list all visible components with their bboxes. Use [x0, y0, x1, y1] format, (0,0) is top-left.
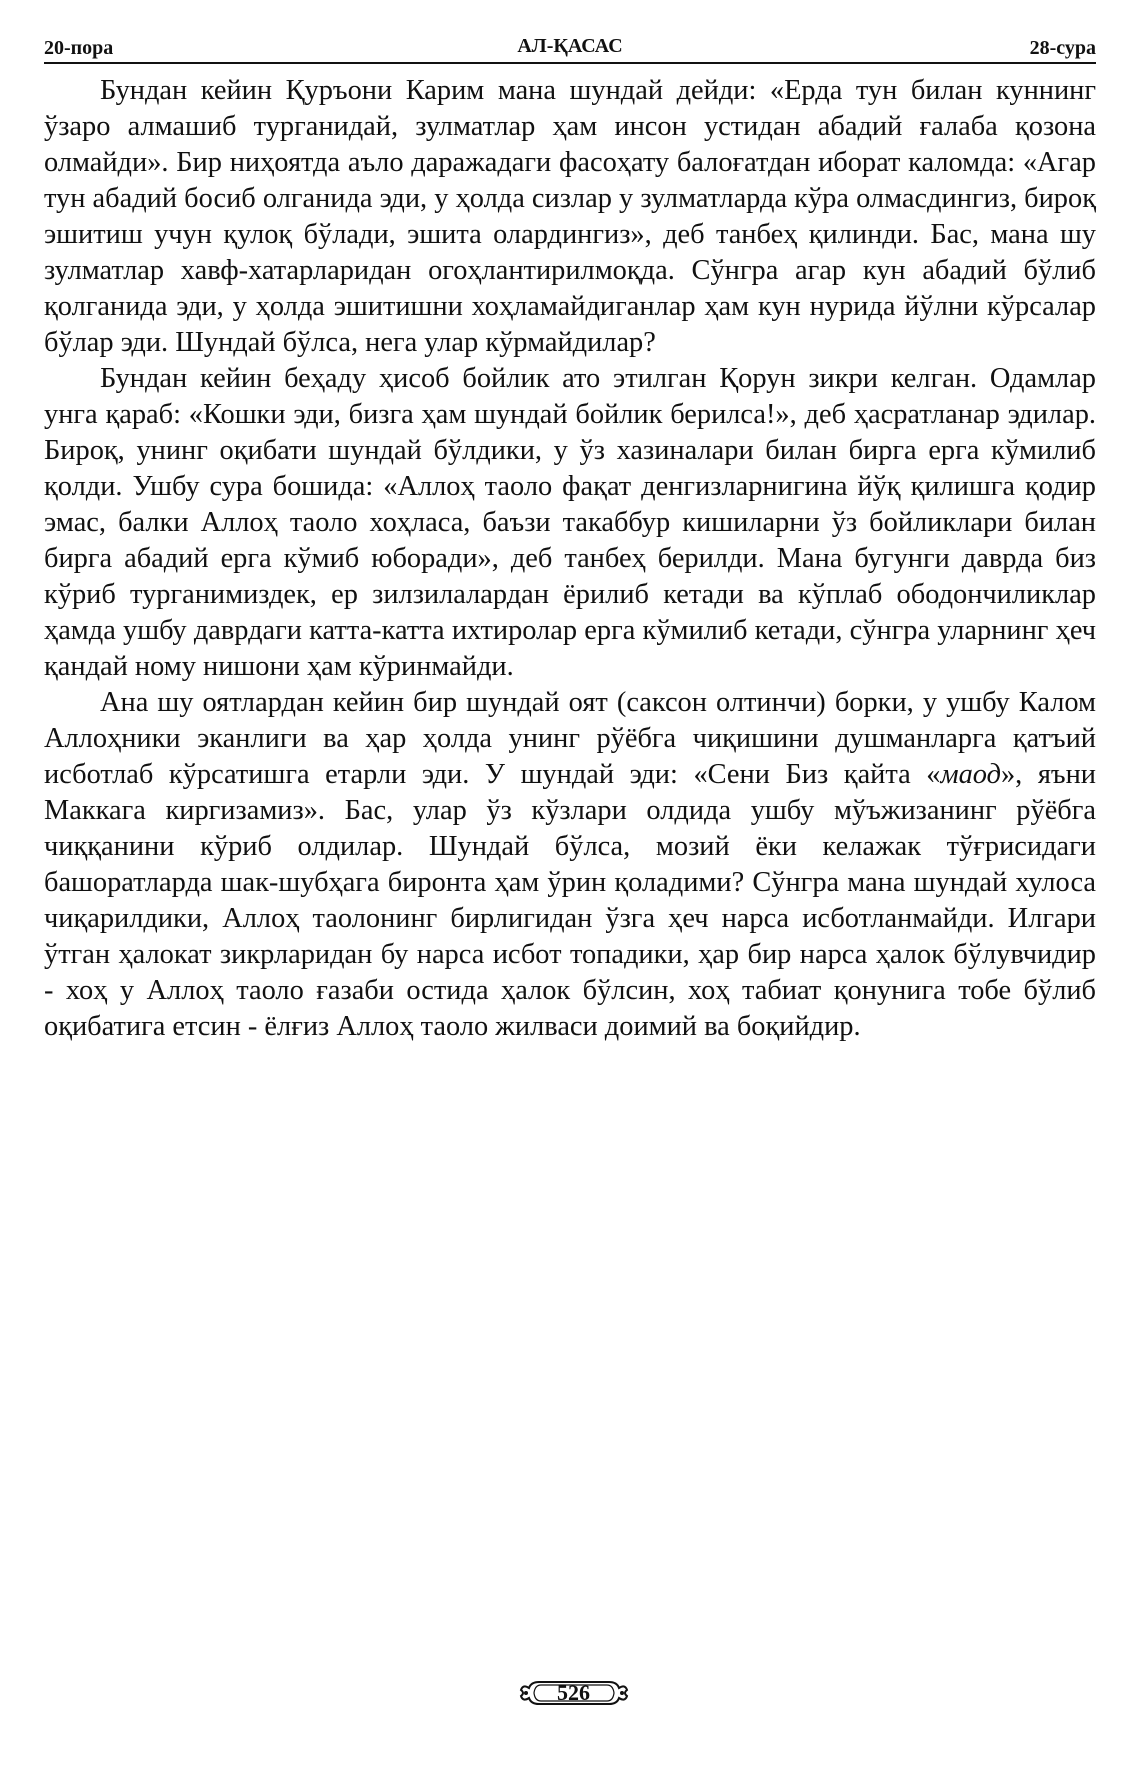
header-juz: 20-пора — [44, 37, 114, 59]
header-surah-number: 28-сура — [1029, 37, 1096, 59]
header-divider — [44, 62, 1096, 64]
paragraph-3 — [44, 685, 1096, 1045]
paragraph-2 — [44, 361, 1096, 685]
paragraph-3-text-start: Ана шу оятлардан кейин бир шундай оят (саксон олтинчи) борки, у ушбу Калом Аллоҳники эканлиги ва ҳар ҳолда унинг рўёбга чиқишини душманларга қатъий исботлаб кўрсатишга етарли эди. У шундай эди: «Сени Биз қайта « — [44, 687, 1096, 790]
paragraph-1-text: Бундан кейин Қуръони Карим мана шундай дейди: «Ерда тун билан куннинг ўзаро алмашиб турганидай, зулматлар ҳам инсон устидан абадий ғалаба қозона олмайди». Бир ниҳоятда аъло даражадаги фасоҳату балоғатдан иборат каломда: «Агар тун абадий босиб олганида эди, у ҳолда сизлар у зулматларда кўра олмасдингиз, бироқ эшитиш учун қулоқ бўлади, эшита олардингиз», деб танбеҳ қилинди. Бас, мана шу зулматлар хавф-хатарларидан огоҳлантирилмоқда. Сўнгра агар кун абадий бўлиб қолганида эди, у ҳолда эшитишни хоҳламайдиганлар ҳам кун нурида йўлни кўрсалар бўлар эди. Шундай бўлса, нега улар кўрмайдилар? — [44, 75, 1096, 358]
page-number: 526 — [557, 1680, 590, 1705]
page-footer — [0, 1673, 1147, 1713]
scroll-ornament-icon — [519, 1676, 629, 1710]
page-body — [44, 73, 1096, 1045]
paragraph-1 — [44, 73, 1096, 361]
header-surah-title: АЛ-ҚАСАС — [517, 35, 623, 57]
paragraph-3-italic-term: маод — [940, 759, 1001, 790]
page-header — [44, 30, 1096, 60]
paragraph-2-text: Бундан кейин беҳаду ҳисоб бойлик ато этилган Қорун зикри келган. Одамлар унга қараб: «Кошки эди, бизга ҳам шундай бойлик берилса!», деб ҳасратланар эдилар. Бироқ, унинг оқибати шундай бўлдики, у ўз хазиналари билан бирга ерга кўмилиб қолди. Ушбу сура бошида: «Аллоҳ таоло фақат денгизларнигина йўқ қилишга қодир эмас, балки Аллоҳ таоло хоҳласа, баъзи такаббур кишиларни ўз бойликлари билан бирга абадий ерга кўмиб юборади», деб танбеҳ берилди. Мана бугунги даврда биз кўриб турганимиздек, ер зилзилалардан ёрилиб кетади ва кўплаб ободончиликлар ҳамда ушбу даврдаги катта-катта ихтиролар ерга кўмилиб кетади, сўнгра уларнинг ҳеч қандай ному нишони ҳам кўринмайди. — [44, 363, 1096, 682]
paragraph-3-text-end: », яъни Маккага киргизамиз». Бас, улар ўз кўзлари олдида ушбу мўъжизанинг рўёбга чиққанини кўриб олдилар. Шундай бўлса, мозий ёки келажак тўғрисидаги башоратларда шак-шубҳага биронта ҳам ўрин қоладими? Сўнгра мана шундай хулоса чиқарилдики, Аллоҳ таолонинг бирлигидан ўзга ҳеч нарса исботланмайди. Илгари ўтган ҳалокат зикрларидан бу нарса исбот топадики, ҳар бир нарса ҳалок бўлувчидир - хоҳ у Аллоҳ таоло ғазаби остида ҳалок бўлсин, хоҳ табиат қонунига тобе бўлиб оқибатига етсин - ёлғиз Аллоҳ таоло жилваси доимий ва боқийдир. — [44, 759, 1096, 1042]
